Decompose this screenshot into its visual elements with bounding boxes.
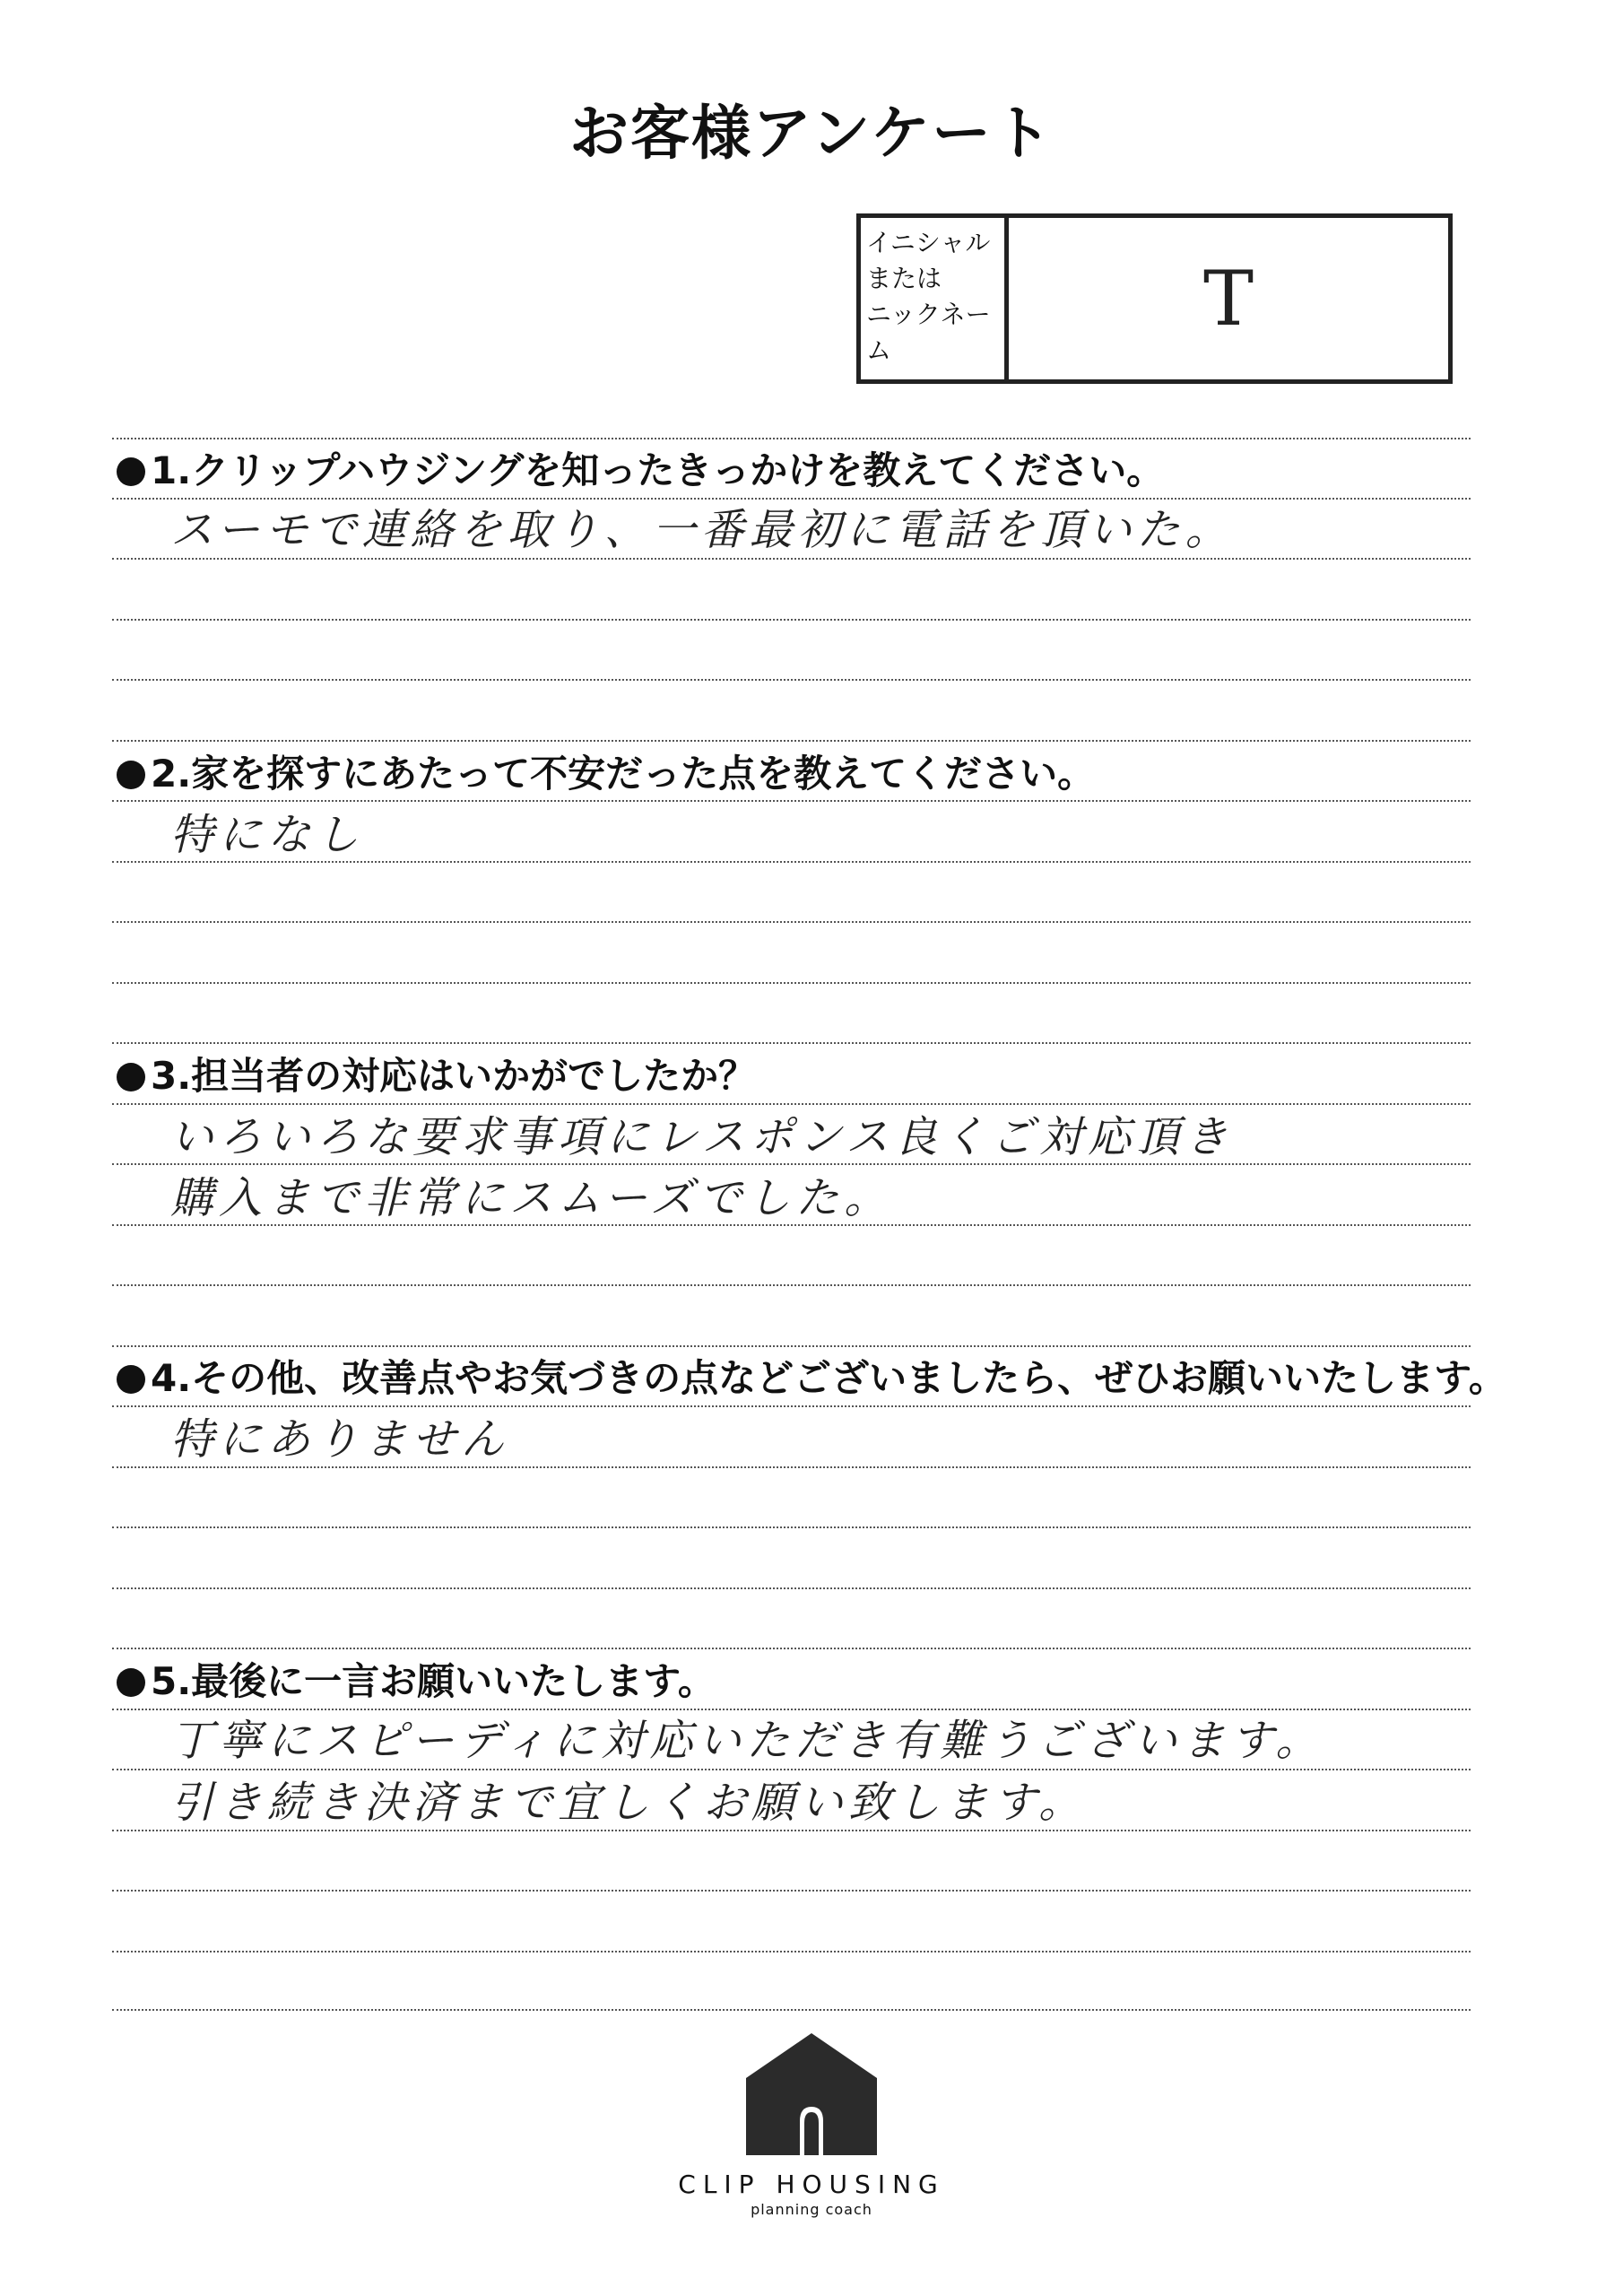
question-text: 4.その他、改善点やお気づきの点などございましたら、ぜひお願いいたします。 [151, 1356, 1506, 1400]
ruled-line [112, 1526, 1471, 1528]
ruled-line [112, 498, 1471, 500]
ruled-line [112, 1042, 1471, 1044]
bullet-icon [117, 457, 145, 486]
house-icon [744, 2031, 879, 2157]
bullet-icon [117, 1365, 145, 1394]
answer-2-line-1: 特になし [170, 810, 365, 860]
question-5 [117, 1659, 716, 1704]
ruled-line [112, 1951, 1471, 1952]
question-text: 1.クリップハウジングを知ったきっかけを教えてください。 [151, 448, 1165, 492]
bullet-icon [117, 1668, 145, 1697]
answer-1-line-1: スーモで連絡を取り、一番最初に電話を頂いた。 [170, 505, 1234, 555]
ruled-line [112, 921, 1471, 923]
question-4 [117, 1356, 1506, 1401]
ruled-line [112, 1769, 1471, 1770]
ruled-line [112, 1163, 1471, 1165]
ruled-line [112, 861, 1471, 863]
answer-5-line-2: 引き続き決済まで宜しくお願い致します。 [170, 1778, 1088, 1828]
ruled-line [112, 619, 1471, 621]
question-text: 5.最後に一言お願いいたします。 [151, 1659, 716, 1703]
question-text: 3.担当者の対応はいかがでしたか？ [151, 1054, 757, 1098]
logo-name: CLIP HOUSING [678, 2170, 945, 2199]
question-1 [117, 448, 1164, 493]
ruled-line [112, 1466, 1471, 1468]
ruled-line [112, 1830, 1471, 1831]
ruled-line [112, 1224, 1471, 1226]
question-text: 2.家を探すにあたって不安だった点を教えてください。 [151, 752, 1096, 796]
ruled-line [112, 558, 1471, 560]
answer-3-line-1: いろいろな要求事項にレスポンス良くご対応頂き [170, 1112, 1234, 1162]
answer-4-line-1: 特にありません [170, 1414, 510, 1465]
ruled-line [112, 679, 1471, 681]
name-box [856, 213, 1453, 384]
answer-5-line-1: 丁寧にスピーディに対応いただき有難うございます。 [170, 1716, 1324, 1766]
name-label: イニシャル または ニックネー ム [861, 218, 1009, 379]
logo [0, 2031, 1623, 2218]
bullet-icon [117, 1063, 145, 1091]
ruled-line [112, 1405, 1471, 1407]
ruled-line [112, 982, 1471, 984]
ruled-line [112, 1709, 1471, 1710]
ruled-line [112, 1648, 1471, 1649]
ruled-line [112, 1103, 1471, 1105]
ruled-line [112, 438, 1471, 439]
page-title: お客様アンケート [568, 99, 1055, 168]
ruled-line [112, 1890, 1471, 1892]
answer-3-line-2: 購入まで非常にスムーズでした。 [170, 1173, 893, 1223]
question-3 [117, 1054, 756, 1099]
ruled-line [112, 800, 1471, 802]
name-value: T [1202, 255, 1254, 343]
logo-subtitle: planning coach [751, 2201, 872, 2218]
ruled-line [112, 1284, 1471, 1286]
ruled-line [112, 1587, 1471, 1589]
bullet-icon [117, 761, 145, 789]
ruled-line [112, 1345, 1471, 1347]
ruled-line [112, 740, 1471, 742]
question-2 [117, 752, 1095, 796]
ruled-line [112, 2009, 1471, 2011]
